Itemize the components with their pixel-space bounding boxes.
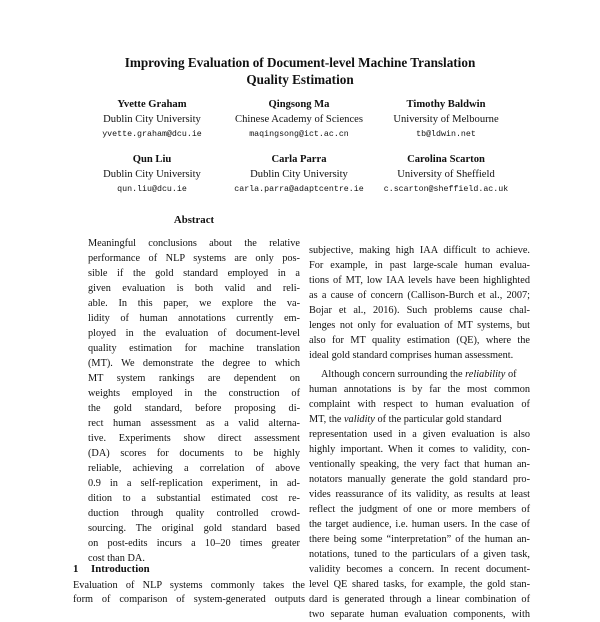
section-title: Introduction (91, 563, 150, 575)
abstract-line: on post-edits incurs a 10–20 times greater (88, 538, 300, 549)
author-name: Qingsong Ma (268, 99, 330, 110)
abstract-line: MT system rankings are dependent on (88, 373, 300, 384)
body-line: For example, in past large-scale human evalua- (309, 260, 530, 271)
body-line-with-italic (321, 368, 517, 382)
author-name: Yvette Graham (117, 99, 187, 110)
intro-line: Evaluation of NLP systems commonly takes the (73, 580, 305, 591)
body-line: highly important. When it comes to validity, con- (309, 444, 530, 455)
abstract-line: weights employed in the construction of (88, 388, 300, 399)
author-affiliation: Chinese Academy of Sciences (235, 114, 363, 125)
abstract-line: 0.9 in a self-replication experiment, in ad- (88, 478, 300, 489)
author-affiliation: University of Melbourne (393, 114, 499, 125)
body-line: notations, tuned to the particulars of a given task, (309, 549, 530, 560)
body-line: level QE shared tasks, for example, the gold stan- (309, 579, 530, 590)
abstract-line: rect human assessment as a valid alterna- (88, 418, 300, 429)
italic-term: reliability (465, 369, 506, 380)
author-email: carla.parra@adaptcentre.ie (234, 185, 364, 194)
abstract-line: able. In this paper, we explore the va- (88, 298, 300, 309)
body-line: representation used in a given evaluation is also (309, 429, 530, 440)
author-block (356, 97, 536, 142)
body-line-with-italic (309, 413, 502, 427)
abstract-line: ployed in the evaluation of document-level (88, 328, 300, 339)
author-email: qun.liu@dcu.ie (117, 185, 187, 194)
text-run: of the particular gold standard (374, 414, 502, 425)
body-line: also for MT quality estimation (QE), where the (309, 335, 530, 346)
author-email: tb@ldwin.net (416, 130, 476, 139)
author-name: Carolina Scarton (407, 154, 485, 165)
abstract-line: dition to a substantial estimated cost re- (88, 493, 300, 504)
body-line: Bojar et al., 2016). Such problems cause chal- (309, 305, 530, 316)
author-affiliation: University of Sheffield (397, 169, 495, 180)
author-block (356, 152, 536, 197)
intro-line: form of comparison of system-generated outputs (73, 594, 305, 605)
author-email: maqingsong@ict.ac.cn (249, 130, 349, 139)
author-affiliation: Dublin City University (103, 114, 201, 125)
abstract-line: the gold standard, before proposing di- (88, 403, 300, 414)
body-line: vides reassurance of its validity, as results at least (309, 489, 530, 500)
body-line: lenges not only for evaluation of MT systems, but (309, 320, 530, 331)
text-run: Although concern surrounding the (321, 369, 466, 380)
body-line: two separate human evaluation components, with (309, 609, 530, 620)
abstract-line: performance of NLP systems are only pos- (88, 253, 300, 264)
body-line: ventionally speaking, the very fact that human an- (309, 459, 530, 470)
text-run: of (505, 369, 517, 380)
abstract-line: duction through quality controlled crowd- (88, 508, 300, 519)
section-heading (73, 563, 150, 575)
abstract-line: reliable, achieving a correlation of above (88, 463, 300, 474)
body-line: as a cause of concern (Callison-Burch et al., 2007; (309, 290, 530, 301)
abstract-line: lidity of human annotations currently em- (88, 313, 300, 324)
abstract-line: (DA) scores for documents to be highly (88, 448, 300, 459)
italic-term: validity (343, 414, 375, 425)
paper-title (60, 54, 540, 88)
body-line: human annotations is by far the most common (309, 384, 530, 395)
body-line: dard is generated through a linear combination of (309, 594, 530, 605)
body-line: there being some “interpretation” of the human an- (309, 534, 530, 545)
author-affiliation: Dublin City University (250, 169, 348, 180)
body-line: subjective, making high IAA difficult to achieve. (309, 245, 530, 256)
abstract-heading: Abstract (173, 214, 215, 226)
author-affiliation: Dublin City University (103, 169, 201, 180)
author-name: Qun Liu (132, 154, 172, 165)
body-line: tions of MT, low IAA levels have been highlighted (309, 275, 530, 286)
abstract-line: (MT). We demonstrate the degree to which (88, 358, 300, 369)
body-line: the target audience, i.e. human users. In the case of (309, 519, 530, 530)
author-email: c.scarton@sheffield.ac.uk (383, 185, 509, 194)
author-email: yvette.graham@dcu.ie (102, 130, 202, 139)
author-name: Carla Parra (271, 154, 327, 165)
author-name: Timothy Baldwin (406, 99, 486, 110)
abstract-line: quality estimation for machine translation (88, 343, 300, 354)
body-line: notators manually generate the gold standard pro- (309, 474, 530, 485)
abstract-line: sible if the gold standard employed in a (88, 268, 300, 279)
section-number: 1 (73, 563, 79, 575)
abstract-line: given evaluation is both valid and reli- (88, 283, 300, 294)
abstract-line: cost than DA. (88, 553, 145, 564)
body-line: reflect the judgment of one or more members of (309, 504, 530, 515)
body-line: ideal gold standard comprises human assessment. (309, 350, 514, 361)
body-line: complaint with respect to human evaluation of (309, 399, 530, 410)
abstract-line: tive. Experiments show direct assessment (88, 433, 300, 444)
body-line: validity becomes a concern. In recent document- (309, 564, 530, 575)
paper-title-line-1: Improving Evaluation of Document-level Machine Translation (124, 55, 476, 70)
paper-title-line-2: Quality Estimation (246, 72, 354, 87)
abstract-line: Meaningful conclusions about the relative (88, 238, 300, 249)
abstract-line: sourcing. The original gold standard based (88, 523, 300, 534)
text-run: MT, the (309, 414, 344, 425)
